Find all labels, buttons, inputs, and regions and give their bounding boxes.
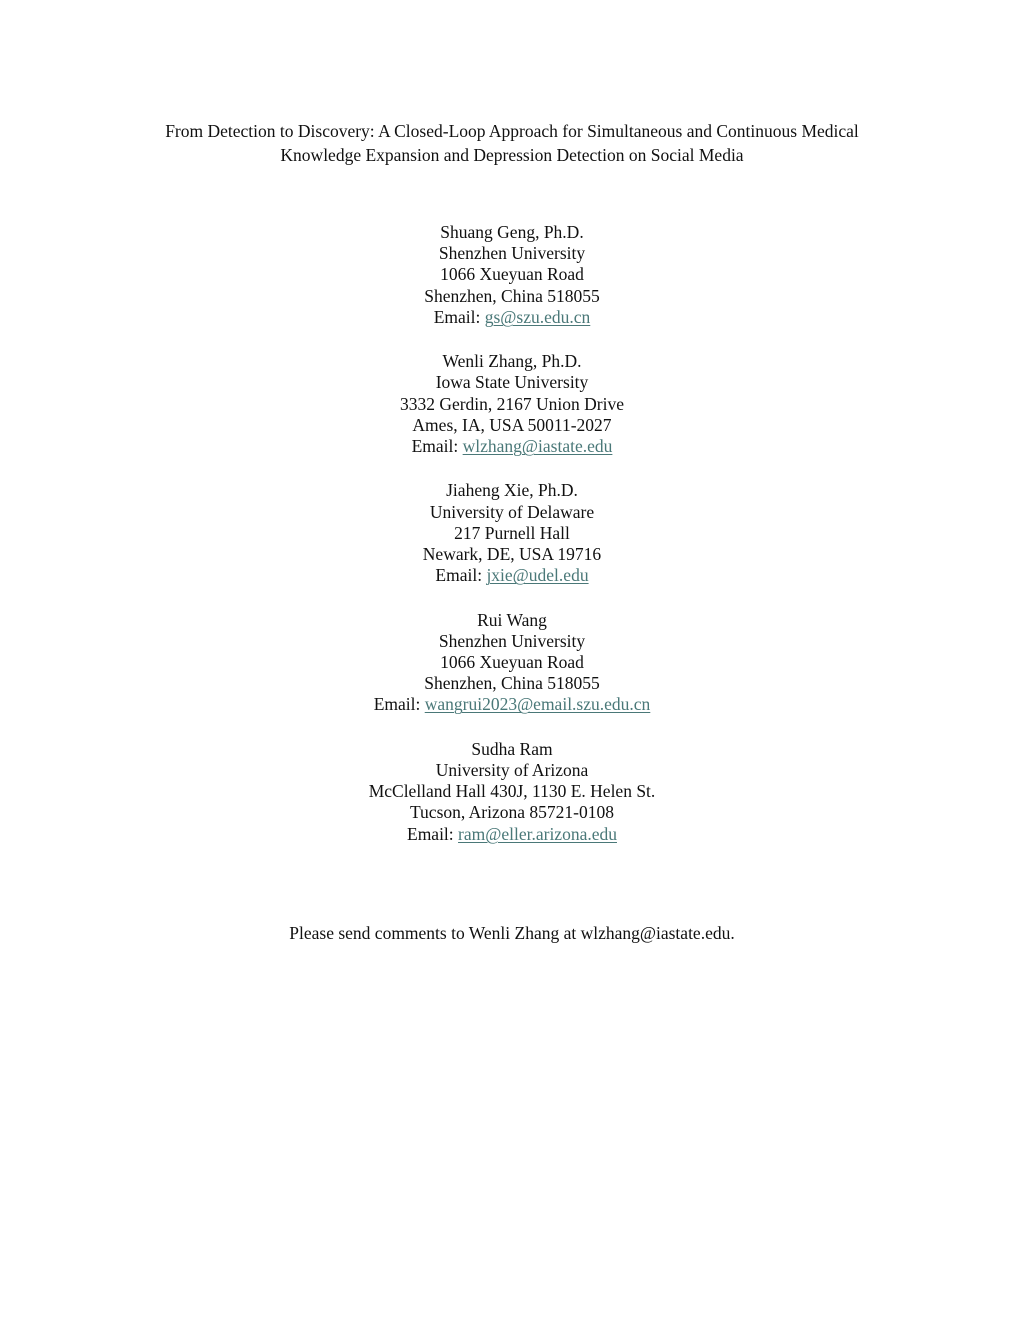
author-block-geng	[112, 222, 912, 328]
author-affiliation: Shenzhen University	[438, 630, 586, 651]
author-address-line-1: McClelland Hall 430J, 1130 E. Helen St.	[368, 781, 656, 802]
author-name: Sudha Ram	[471, 738, 553, 759]
author-name: Wenli Zhang, Ph.D.	[442, 351, 582, 372]
email-label: Email:	[433, 306, 485, 327]
author-name: Shuang Geng, Ph.D.	[440, 222, 584, 242]
email-link[interactable]: ram@eller.arizona.edu	[458, 823, 617, 844]
author-affiliation: Shenzhen University	[438, 243, 586, 264]
author-email-line	[112, 307, 912, 328]
author-block-zhang	[112, 351, 912, 457]
author-email-line	[112, 694, 912, 715]
email-label: Email:	[407, 823, 459, 844]
author-affiliation: Iowa State University	[435, 372, 589, 393]
author-block-ram	[112, 739, 912, 845]
author-address-line-2: Shenzhen, China 518055	[424, 673, 600, 694]
author-address-line-2: Tucson, Arizona 85721-0108	[409, 802, 614, 823]
author-address-line-1: 1066 Xueyuan Road	[440, 264, 584, 285]
email-label: Email:	[373, 694, 425, 715]
author-address-line-2: Shenzhen, China 518055	[424, 285, 600, 306]
author-address-line-1: 1066 Xueyuan Road	[440, 652, 584, 673]
author-affiliation: University of Delaware	[429, 501, 595, 522]
author-name: Rui Wang	[477, 609, 547, 630]
author-email-line	[112, 565, 912, 586]
email-label: Email:	[435, 565, 487, 586]
author-email-line	[112, 436, 912, 457]
paper-title-line-1: From Detection to Discovery: A Closed-Loop Approach for Simultaneous and Continuous Medical	[165, 121, 859, 141]
email-link[interactable]: jxie@udel.edu	[486, 565, 589, 586]
author-block-xie	[112, 480, 912, 586]
author-block-wang	[112, 610, 912, 716]
author-email-line	[112, 824, 912, 845]
email-link[interactable]: wangrui2023@email.szu.edu.cn	[424, 694, 651, 715]
paper-title-line-2: Knowledge Expansion and Depression Detection on Social Media	[280, 145, 744, 165]
email-link[interactable]: wlzhang@iastate.edu	[462, 436, 613, 457]
email-label: Email:	[411, 436, 463, 457]
email-link[interactable]: gs@szu.edu.cn	[484, 306, 591, 327]
paper-title	[80, 119, 944, 167]
author-address-line-1: 217 Purnell Hall	[454, 522, 570, 543]
author-address-line-2: Newark, DE, USA 19716	[422, 544, 602, 565]
author-affiliation: University of Arizona	[435, 760, 589, 781]
author-name: Jiaheng Xie, Ph.D.	[446, 480, 578, 501]
author-address-line-2: Ames, IA, USA 50011-2027	[412, 414, 612, 435]
comments-note: Please send comments to Wenli Zhang at wlzhang@iastate.edu.	[289, 923, 735, 943]
author-list	[112, 222, 912, 868]
author-address-line-1: 3332 Gerdin, 2167 Union Drive	[399, 393, 625, 414]
